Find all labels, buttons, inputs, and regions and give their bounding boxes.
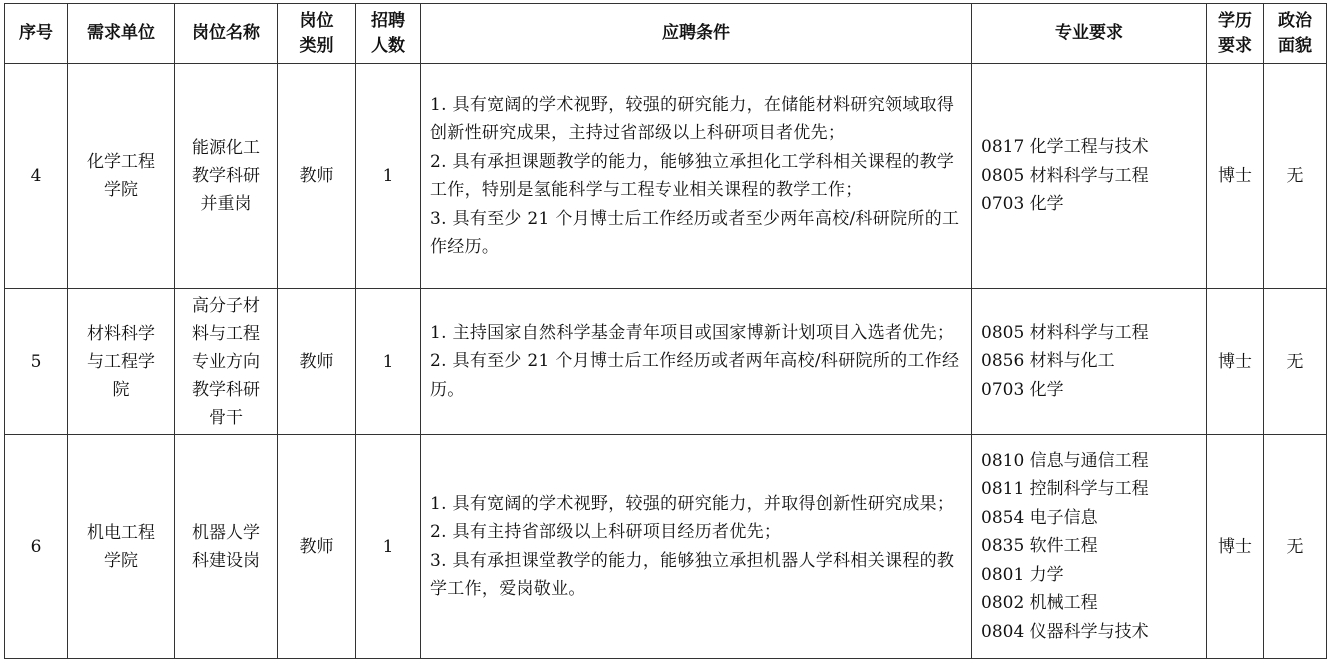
degree-cell: 博士	[1207, 435, 1264, 659]
header-category: 岗位 类别	[278, 4, 356, 64]
degree-cell: 博士	[1207, 64, 1264, 289]
header-political: 政治 面貌	[1264, 4, 1327, 64]
seq-cell: 4	[5, 64, 68, 289]
category-cell: 教师	[278, 289, 356, 435]
table-row	[5, 289, 1327, 435]
recruitment-table	[4, 3, 1327, 659]
header-row	[5, 4, 1327, 64]
major-cell: 0817 化学工程与技术 0805 材料科学与工程 0703 化学	[972, 64, 1207, 289]
major-cell: 0810 信息与通信工程 0811 控制科学与工程 0854 电子信息 0835 软件工程 0801 力学 0802 机械工程 0804 仪器科学与技术	[972, 435, 1207, 659]
conditions-cell: 1. 主持国家自然科学基金青年项目或国家博新计划项目入选者优先； 2. 具有至少 21 个月博士后工作经历或者两年高校/科研院所的工作经历。	[421, 289, 972, 435]
count-cell: 1	[356, 289, 421, 435]
seq-cell: 6	[5, 435, 68, 659]
header-seq: 序号	[5, 4, 68, 64]
header-dept: 需求单位	[68, 4, 175, 64]
position-cell: 高分子材 料与工程 专业方向 教学科研 骨干	[175, 289, 278, 435]
count-cell: 1	[356, 435, 421, 659]
dept-cell: 材料科学 与工程学 院	[68, 289, 175, 435]
count-cell: 1	[356, 64, 421, 289]
table-row	[5, 435, 1327, 659]
header-count: 招聘 人数	[356, 4, 421, 64]
political-cell: 无	[1264, 64, 1327, 289]
header-major: 专业要求	[972, 4, 1207, 64]
conditions-cell: 1. 具有宽阔的学术视野，较强的研究能力，并取得创新性研究成果； 2. 具有主持省部级以上科研项目经历者优先； 3. 具有承担课堂教学的能力，能够独立承担机器人学科相关课程的教学工作，爱岗敬业。	[421, 435, 972, 659]
dept-cell: 化学工程 学院	[68, 64, 175, 289]
table-row	[5, 64, 1327, 289]
dept-cell: 机电工程 学院	[68, 435, 175, 659]
header-conditions: 应聘条件	[421, 4, 972, 64]
political-cell: 无	[1264, 435, 1327, 659]
major-cell: 0805 材料科学与工程 0856 材料与化工 0703 化学	[972, 289, 1207, 435]
header-degree: 学历 要求	[1207, 4, 1264, 64]
political-cell: 无	[1264, 289, 1327, 435]
header-position: 岗位名称	[175, 4, 278, 64]
position-cell: 机器人学 科建设岗	[175, 435, 278, 659]
category-cell: 教师	[278, 435, 356, 659]
conditions-cell: 1. 具有宽阔的学术视野，较强的研究能力，在储能材料研究领域取得创新性研究成果，主持过省部级以上科研项目者优先； 2. 具有承担课题教学的能力，能够独立承担化工学科相关课程的教学工作，特别是氢能科学与工程专业相关课程的教学工作； 3. 具有至少 21 个月博士后工作经历或者至少两年高校/科研院所的工作经历。	[421, 64, 972, 289]
position-cell: 能源化工 教学科研 并重岗	[175, 64, 278, 289]
seq-cell: 5	[5, 289, 68, 435]
degree-cell: 博士	[1207, 289, 1264, 435]
category-cell: 教师	[278, 64, 356, 289]
